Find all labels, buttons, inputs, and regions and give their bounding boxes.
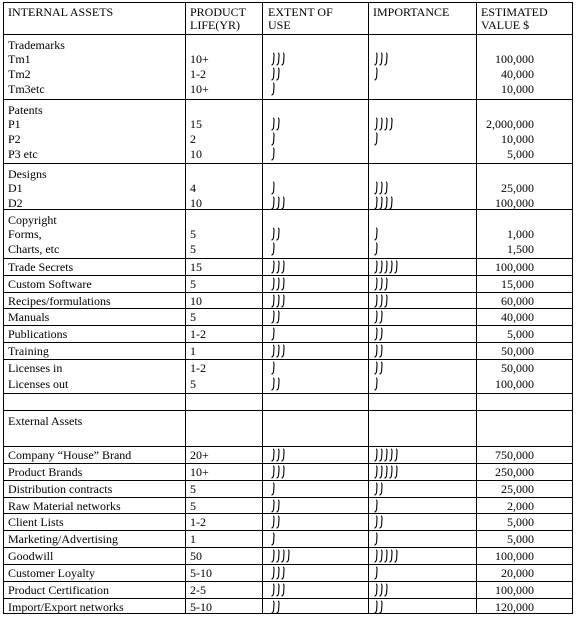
tally-mark (271, 118, 274, 130)
tally-mark (384, 53, 387, 65)
tally-mark (389, 197, 392, 209)
importance-marks (373, 481, 387, 497)
product-life: 10+ (190, 82, 209, 97)
estimated-value: 25,000 (501, 181, 534, 195)
tally-mark (281, 295, 284, 307)
tally-mark (271, 516, 274, 528)
tally-mark (394, 449, 397, 461)
row-divider (4, 99, 572, 100)
product-life: 50 (190, 549, 202, 564)
estimated-value: 10,000 (501, 82, 534, 97)
asset-name: Training (8, 344, 49, 358)
asset-name: Recipes/formulations (8, 293, 111, 308)
tally-mark (384, 261, 387, 273)
tally-mark (384, 550, 387, 562)
extent-of-use-marks (270, 131, 279, 147)
estimated-value: 120,000 (495, 599, 534, 614)
tally-mark (374, 182, 377, 194)
section-title-external-assets: External Assets (8, 413, 83, 428)
product-life: 10 (190, 147, 202, 162)
estimated-value: 100,000 (495, 549, 534, 564)
tally-mark (271, 182, 274, 194)
tally-mark (379, 261, 382, 273)
tally-mark (271, 243, 274, 255)
product-life: 5 (190, 242, 196, 257)
tally-mark (374, 533, 377, 545)
tally-mark (374, 118, 377, 130)
importance-marks (373, 241, 382, 257)
tally-mark (379, 483, 382, 495)
asset-name: Licenses out (8, 377, 69, 392)
tally-mark (394, 261, 397, 273)
extent-of-use-marks (270, 226, 284, 242)
extent-of-use-marks (270, 481, 279, 497)
tally-mark (379, 311, 382, 323)
tally-mark (276, 516, 279, 528)
tally-mark (276, 550, 279, 562)
tally-mark (374, 328, 377, 340)
tally-mark (384, 584, 387, 596)
tally-mark (374, 500, 377, 512)
tally-mark (271, 500, 274, 512)
tally-mark (374, 53, 377, 65)
tally-mark (384, 295, 387, 307)
estimated-value: 40,000 (501, 67, 534, 82)
row-divider (4, 513, 572, 514)
row-divider (4, 209, 572, 210)
importance-marks (373, 116, 397, 132)
tally-mark (374, 584, 377, 596)
tally-mark (379, 118, 382, 130)
tally-mark (271, 68, 274, 80)
row-divider (4, 598, 572, 599)
estimated-value: 60,000 (501, 293, 534, 308)
tally-mark (384, 449, 387, 461)
row-divider (4, 163, 572, 164)
extent-of-use-marks (270, 376, 284, 392)
asset-name: Client Lists (8, 515, 64, 530)
estimated-value: 100,000 (495, 377, 534, 392)
tally-mark (276, 378, 279, 390)
asset-name: Goodwill (8, 549, 54, 564)
tally-mark (374, 261, 377, 273)
tally-mark (379, 362, 382, 374)
tally-mark (379, 278, 382, 290)
group-title: Designs (8, 167, 47, 181)
importance-marks (373, 259, 402, 275)
tally-mark (276, 53, 279, 65)
tally-mark (374, 243, 377, 255)
tally-mark (276, 567, 279, 579)
tally-mark (389, 118, 392, 130)
tally-mark (374, 197, 377, 209)
extent-of-use-marks (270, 514, 284, 530)
extent-of-use-marks (270, 548, 294, 564)
product-life: 5 (190, 498, 196, 513)
tally-mark (379, 466, 382, 478)
group-title: Trademarks (8, 38, 65, 52)
extent-of-use-marks (270, 309, 284, 325)
tally-mark (286, 550, 289, 562)
asset-name: P3 etc (8, 147, 38, 162)
product-life: 5 (190, 310, 196, 325)
extent-of-use-marks (270, 599, 284, 615)
tally-mark (281, 550, 284, 562)
importance-marks (373, 514, 387, 530)
estimated-value: 2,000 (507, 498, 534, 513)
product-life: 10 (190, 293, 202, 308)
asset-name: P2 (8, 132, 21, 147)
tally-mark (281, 567, 284, 579)
asset-name: Tm2 (8, 67, 31, 82)
tally-mark (374, 311, 377, 323)
importance-marks (373, 464, 402, 480)
extent-of-use-marks (270, 531, 279, 547)
asset-name: Licenses in (8, 360, 63, 375)
extent-of-use-marks (270, 582, 289, 598)
importance-marks (373, 531, 382, 547)
tally-mark (271, 228, 274, 240)
estimated-value: 100,000 (495, 52, 534, 66)
extent-of-use-marks (270, 498, 284, 514)
tally-mark (379, 516, 382, 528)
tally-mark (276, 311, 279, 323)
importance-marks (373, 376, 382, 392)
tally-mark (271, 584, 274, 596)
extent-of-use-marks (270, 343, 289, 359)
tally-mark (374, 362, 377, 374)
asset-name: D2 (8, 196, 23, 211)
tally-mark (281, 449, 284, 461)
tally-mark (389, 261, 392, 273)
tally-mark (276, 345, 279, 357)
product-life: 1-2 (190, 515, 206, 530)
column-header: PRODUCT (190, 5, 247, 19)
row-divider (4, 410, 572, 411)
product-life: 15 (190, 117, 202, 131)
asset-name: Publications (8, 327, 68, 342)
asset-name: Tm3etc (8, 82, 45, 97)
tally-mark (271, 53, 274, 65)
importance-marks (373, 326, 387, 342)
product-life: 10 (190, 196, 202, 211)
tally-mark (276, 295, 279, 307)
tally-mark (379, 449, 382, 461)
importance-marks (373, 131, 382, 147)
tally-mark (276, 228, 279, 240)
tally-mark (379, 328, 382, 340)
tally-mark (276, 500, 279, 512)
tally-mark (281, 261, 284, 273)
tally-mark (271, 567, 274, 579)
product-life: 5 (190, 481, 196, 496)
product-life: 1-2 (190, 67, 206, 82)
importance-marks (373, 309, 387, 325)
asset-name: Manuals (8, 310, 50, 325)
extent-of-use-marks (270, 241, 279, 257)
tally-mark (276, 584, 279, 596)
estimated-value: 100,000 (495, 583, 534, 597)
extent-of-use-marks (270, 66, 284, 82)
tally-mark (379, 182, 382, 194)
tally-mark (271, 449, 274, 461)
estimated-value: 2,000,000 (486, 117, 534, 131)
group-title: Copyright (8, 213, 57, 227)
row-divider (4, 325, 572, 326)
tally-mark (379, 345, 382, 357)
extent-of-use-marks (270, 565, 289, 581)
extent-of-use-marks (270, 293, 289, 309)
tally-mark (374, 378, 377, 390)
extent-of-use-marks (270, 447, 289, 463)
estimated-value: 20,000 (501, 566, 534, 581)
tally-mark (276, 197, 279, 209)
tally-mark (374, 68, 377, 80)
asset-name: Distribution contracts (8, 481, 113, 496)
importance-marks (373, 498, 382, 514)
asset-name: Import/Export networks (8, 599, 124, 614)
product-life: 5 (190, 276, 196, 291)
column-header: ESTIMATED (481, 5, 548, 19)
tally-mark (374, 278, 377, 290)
asset-name: Forms, (8, 227, 42, 241)
extent-of-use-marks (270, 146, 279, 162)
tally-mark (276, 466, 279, 478)
tally-mark (374, 601, 377, 613)
estimated-value: 25,000 (501, 481, 534, 496)
estimated-value: 100,000 (495, 196, 534, 211)
column-header: USE (268, 18, 291, 32)
asset-name: P1 (8, 117, 21, 131)
tally-mark (271, 601, 274, 613)
asset-name: Tm1 (8, 52, 31, 66)
asset-name: Charts, etc (8, 242, 60, 257)
tally-mark (271, 345, 274, 357)
extent-of-use-marks (270, 259, 289, 275)
tally-mark (276, 68, 279, 80)
product-life: 1-2 (190, 327, 206, 342)
estimated-value: 5,000 (507, 532, 534, 547)
importance-marks (373, 360, 387, 376)
tally-mark (379, 197, 382, 209)
tally-mark (379, 584, 382, 596)
product-life: 10+ (190, 52, 209, 66)
tally-mark (394, 550, 397, 562)
tally-mark (379, 550, 382, 562)
tally-mark (271, 362, 274, 374)
asset-valuation-table (3, 2, 573, 614)
tally-mark (384, 466, 387, 478)
importance-marks (373, 582, 392, 598)
asset-name: Marketing/Advertising (8, 532, 118, 547)
product-life: 15 (190, 260, 202, 274)
tally-mark (394, 466, 397, 478)
estimated-value: 50,000 (501, 344, 534, 358)
extent-of-use-marks (270, 51, 289, 67)
product-life: 2 (190, 132, 196, 147)
tally-mark (281, 278, 284, 290)
column-header: EXTENT OF (268, 5, 333, 19)
tally-mark (374, 466, 377, 478)
product-life: 5 (190, 377, 196, 392)
estimated-value: 5,000 (507, 147, 534, 162)
tally-mark (281, 466, 284, 478)
asset-name: Raw Material networks (8, 498, 121, 513)
tally-mark (271, 197, 274, 209)
extent-of-use-marks (270, 276, 289, 292)
estimated-value: 40,000 (501, 310, 534, 325)
tally-mark (271, 311, 274, 323)
tally-mark (374, 449, 377, 461)
asset-name: Custom Software (8, 276, 92, 291)
row-divider (4, 359, 572, 360)
tally-mark (281, 197, 284, 209)
tally-mark (389, 449, 392, 461)
importance-marks (373, 565, 382, 581)
tally-mark (271, 295, 274, 307)
extent-of-use-marks (270, 464, 289, 480)
product-life: 1 (190, 532, 196, 547)
tally-mark (276, 278, 279, 290)
asset-name: Company “House” Brand (8, 447, 132, 462)
tally-mark (384, 278, 387, 290)
tally-mark (276, 118, 279, 130)
asset-name: Product Brands (8, 464, 83, 479)
product-life: 10+ (190, 464, 209, 479)
tally-mark (384, 118, 387, 130)
tally-mark (271, 328, 274, 340)
tally-mark (271, 278, 274, 290)
tally-mark (271, 466, 274, 478)
estimated-value: 5,000 (507, 327, 534, 342)
product-life: 5-10 (190, 566, 212, 581)
tally-mark (276, 449, 279, 461)
tally-mark (379, 53, 382, 65)
tally-mark (271, 133, 274, 145)
column-header: LIFE(YR) (190, 18, 240, 32)
tally-mark (389, 550, 392, 562)
tally-mark (374, 567, 377, 579)
tally-mark (374, 295, 377, 307)
tally-mark (281, 345, 284, 357)
tally-mark (276, 261, 279, 273)
importance-marks (373, 180, 392, 196)
tally-mark (281, 53, 284, 65)
estimated-value: 10,000 (501, 132, 534, 147)
tally-mark (379, 295, 382, 307)
tally-mark (384, 182, 387, 194)
importance-marks (373, 548, 402, 564)
tally-mark (379, 601, 382, 613)
row-divider (4, 34, 572, 35)
estimated-value: 100,000 (495, 260, 534, 274)
row-divider (4, 308, 572, 309)
tally-mark (389, 466, 392, 478)
importance-marks (373, 226, 382, 242)
estimated-value: 1,500 (507, 242, 534, 257)
tally-mark (271, 533, 274, 545)
column-header: VALUE $ (481, 18, 530, 32)
importance-marks (373, 343, 387, 359)
estimated-value: 750,000 (495, 447, 534, 462)
extent-of-use-marks (270, 326, 279, 342)
product-life: 20+ (190, 447, 209, 462)
tally-mark (271, 483, 274, 495)
column-header: IMPORTANCE (373, 5, 450, 19)
product-life: 1-2 (190, 360, 206, 375)
row-divider (4, 393, 572, 394)
tally-mark (374, 516, 377, 528)
estimated-value: 250,000 (495, 464, 534, 479)
extent-of-use-marks (270, 360, 279, 376)
product-life: 5 (190, 227, 196, 241)
extent-of-use-marks (270, 180, 279, 196)
importance-marks (373, 51, 392, 67)
product-life: 2-5 (190, 583, 206, 597)
estimated-value: 15,000 (501, 276, 534, 291)
extent-of-use-marks (270, 116, 284, 132)
tally-mark (374, 550, 377, 562)
asset-name: Trade Secrets (8, 260, 74, 274)
tally-mark (271, 261, 274, 273)
product-life: 4 (190, 181, 196, 195)
tally-mark (374, 483, 377, 495)
estimated-value: 50,000 (501, 360, 534, 375)
importance-marks (373, 66, 382, 82)
tally-mark (276, 601, 279, 613)
extent-of-use-marks (270, 81, 279, 97)
tally-mark (271, 83, 274, 95)
column-header: INTERNAL ASSETS (8, 5, 114, 19)
asset-name: Product Certification (8, 583, 109, 597)
importance-marks (373, 293, 392, 309)
tally-mark (374, 345, 377, 357)
group-title: Patents (8, 103, 43, 117)
importance-marks (373, 276, 392, 292)
row-divider (4, 530, 572, 531)
tally-mark (281, 584, 284, 596)
estimated-value: 5,000 (507, 515, 534, 530)
asset-name: Customer Loyalty (8, 566, 95, 581)
importance-marks (373, 447, 402, 463)
tally-mark (271, 378, 274, 390)
importance-marks (373, 599, 387, 615)
tally-mark (271, 148, 274, 160)
asset-name: D1 (8, 181, 23, 195)
tally-mark (374, 228, 377, 240)
product-life: 1 (190, 344, 196, 358)
tally-mark (271, 550, 274, 562)
tally-mark (384, 197, 387, 209)
product-life: 5-10 (190, 599, 212, 614)
tally-mark (374, 133, 377, 145)
estimated-value: 1,000 (507, 227, 534, 241)
